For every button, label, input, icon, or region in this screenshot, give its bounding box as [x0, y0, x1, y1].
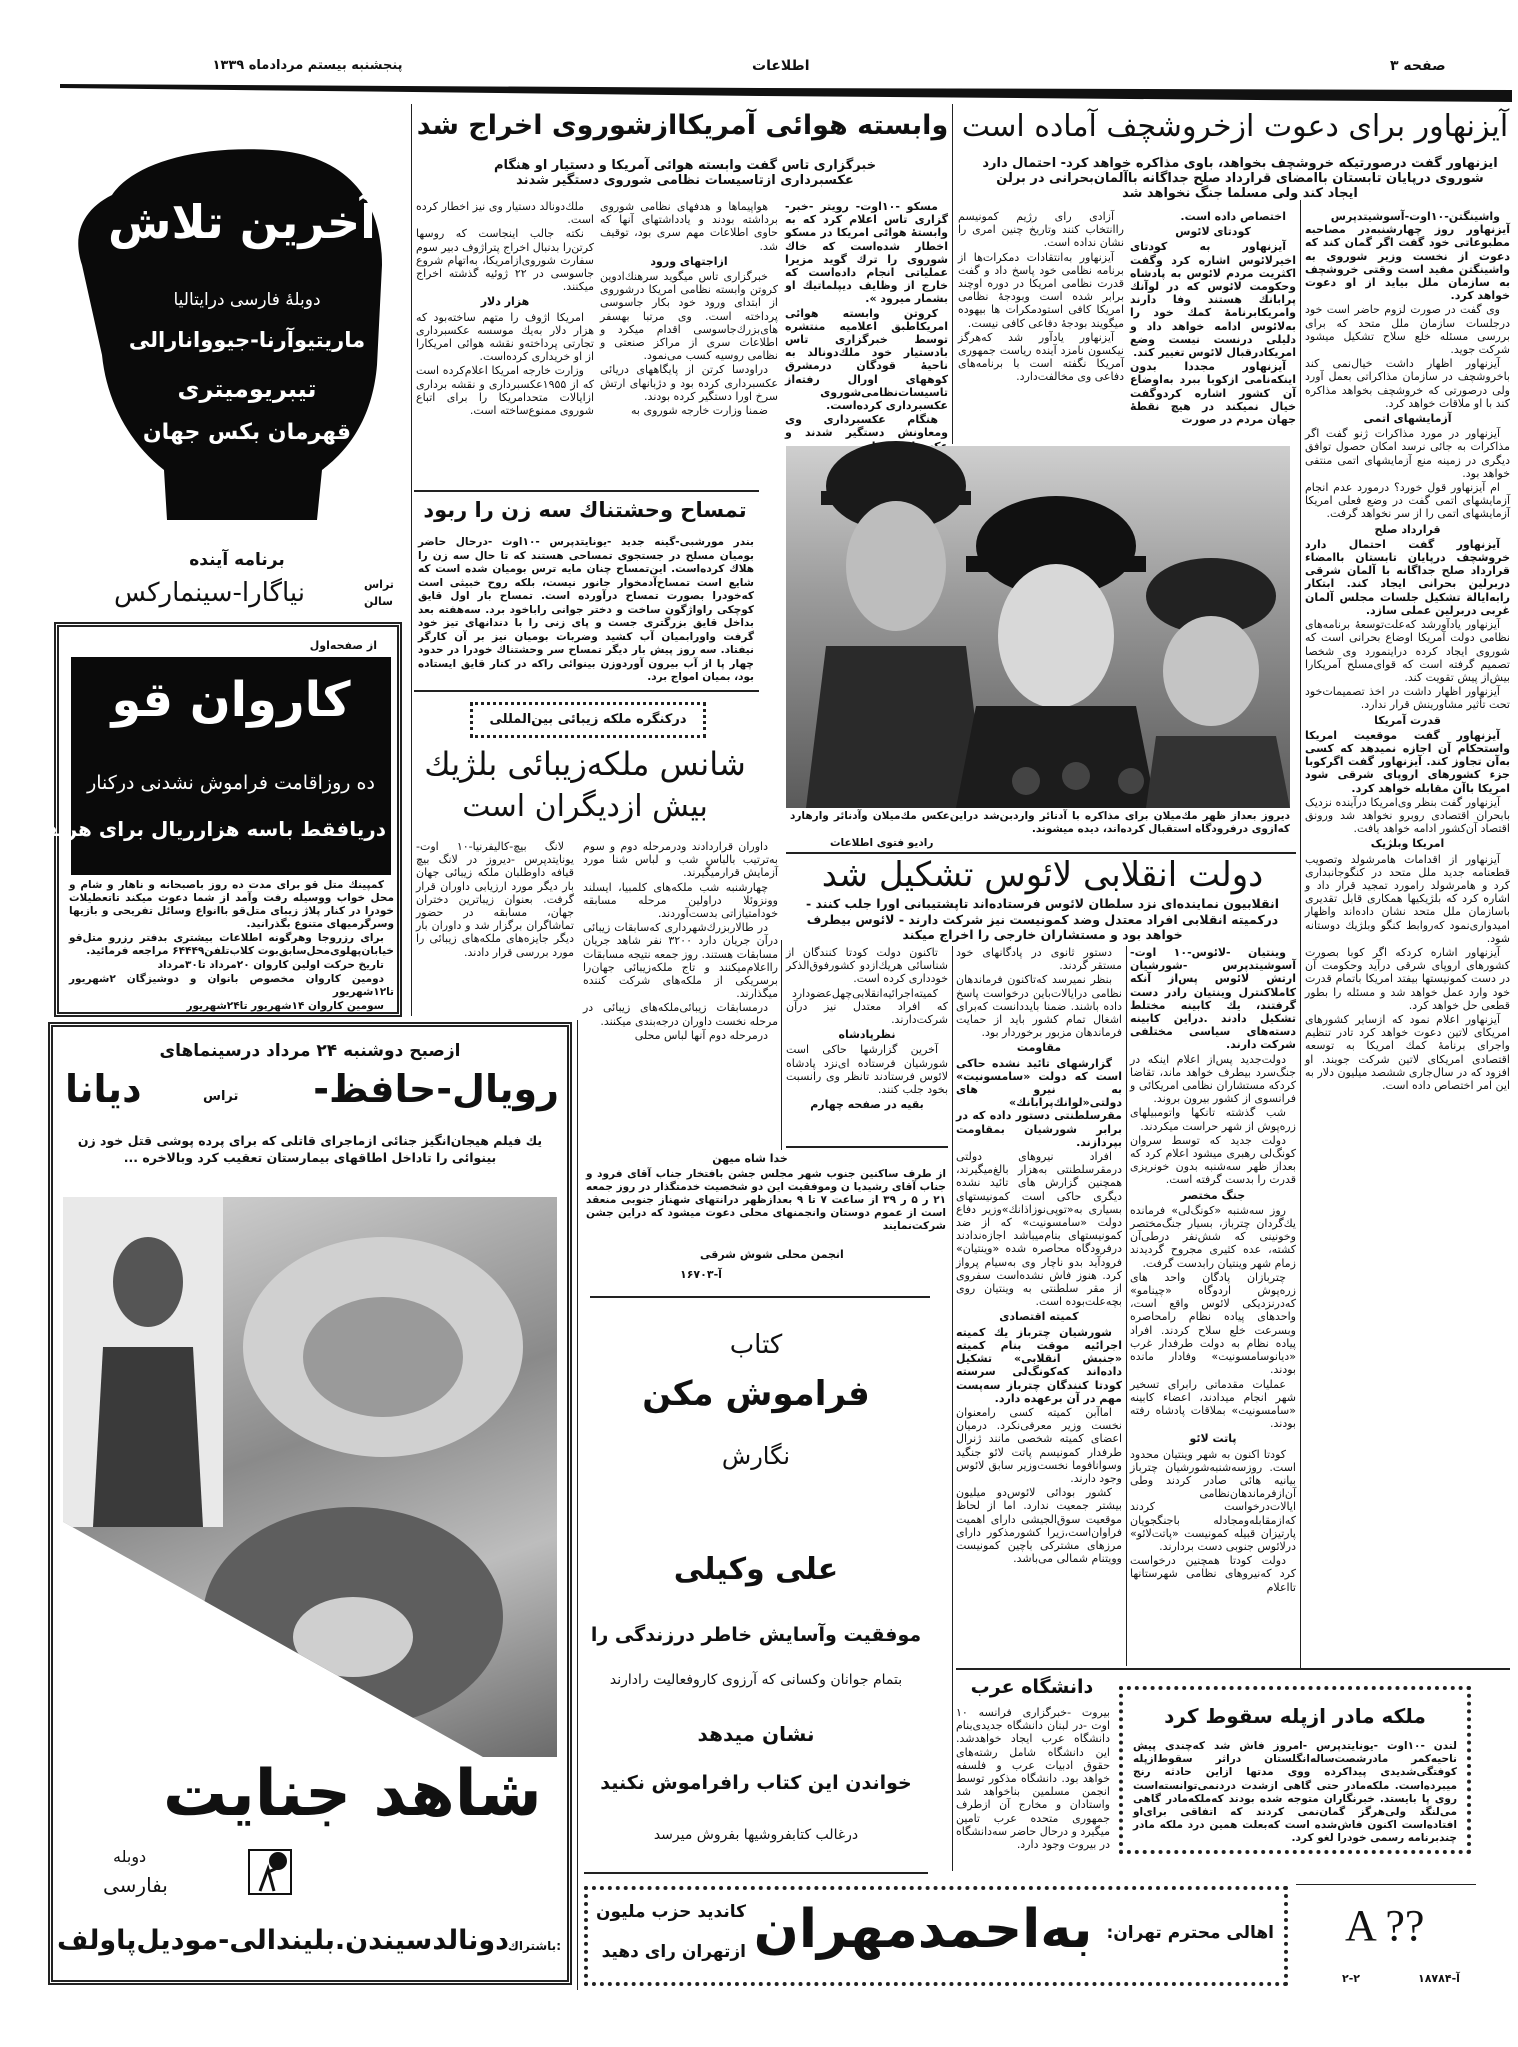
- article-column: [786, 946, 948, 1141]
- section-subhead: هزار دلار: [480, 295, 530, 309]
- ad-terrace: تراس: [203, 1089, 239, 1104]
- book-author: علی وکیلی: [673, 1552, 839, 1587]
- article-column: [416, 840, 574, 1012]
- paragraph: دولت‌جدید پس‌از اعلام اینکه در جنگ‌سرد بیطرف خواهد ماند، تقاضا کردکه مستشاران نظامی امریکائی و فرانسوی از کشور بیرون بروند.: [1130, 1052, 1296, 1106]
- paragraph: عملیات مقدماتی رابرای تسخیر شهر انجام میدادند، اعضاء کابینه «سامسونیت» بملاقات پادشاه رفته بودند.: [1130, 1377, 1296, 1431]
- ad-dubbed: بفارسی: [103, 1873, 168, 1897]
- column-rule: [952, 946, 953, 1871]
- article-headline: دولت انقلابی لائوس تشکیل شد: [821, 855, 1264, 895]
- ad-line: ده روزاقامت فراموش نشدنی درکنار: [87, 772, 375, 794]
- article-divider: [590, 1296, 930, 1298]
- masthead-date: پنجشنبه بیستم مردادماه ۱۳۳۹: [212, 58, 403, 73]
- lead-headline: آیزنهاور برای دعوت ازخروشچف آماده است: [961, 109, 1509, 144]
- paragraph: آیزنهاور مجددا بدون اینکه‌نامی ازکوبا ببرد به‌اوضاع آن کشور اشاره کردوگفت خیال نمیکند در هیچ نقطهٔ جهان مردم در صورت: [1130, 360, 1296, 427]
- photo-people-figures: [786, 446, 1290, 808]
- article-divider: [786, 852, 1296, 854]
- ad-next-program: برنامه آینده: [189, 550, 285, 570]
- paragraph: درمرحله دوم آنها لباس محلی: [634, 1028, 768, 1042]
- ad-paragraph: دومین کاروان مخصوص بانوان و دوشیزگان ۲شهریور تا۱۲شهریور: [69, 973, 394, 998]
- ad-line: دریافقط باسه هزارریال برای هرنفر: [31, 817, 386, 841]
- ad-black-box: [31, 657, 391, 875]
- continued-note: بقیه در صفحه چهارم: [810, 1098, 924, 1112]
- paragraph: کشور بودائی لائوس‌دو میلیون بیشتر جمعیت ندارد. اما از لحاظ موقعیت سوق‌الجیشی دارای اهمیت فراوان‌است،زیرا کشورمذکور دارای مرزهای مشترکی باچین کمونیست وویتنام شمالی می‌باشد.: [956, 1486, 1122, 1566]
- book-by: نگارش: [721, 1442, 791, 1470]
- paragraph: امریکا اژوف را متهم ساخته‌بود که هزار دلار به‌یك موسسه عکسبرداری تجارتی پرداخته‌و نقشه هوائی امریکارا از او خریداری کرده‌است.: [416, 310, 594, 364]
- article-column: [958, 210, 1124, 440]
- cinema-ad: [48, 1022, 572, 1985]
- book-ad-word: کتاب: [729, 1330, 783, 1360]
- paragraph: واشینگتن-۱۰اوت-آسوشیتدپرس آیزنهاور روز چهارشنبه‌در مصاحبه مطبوعاتی خود گفت اگر گمان کند که دعوت از نخست وزیر شوروی به واشینگتن مفید است وقتی خروشچف به سازمان ملل بیاید از او دعوت خواهد کرد.: [1305, 210, 1510, 303]
- article-divider: [414, 690, 759, 692]
- paragraph: ام آیزنهاور قول خورد؟ درمورد عدم انجام آزمایشهای اتمی گفت در وضع فعلی امریکا آزمایشهای اتمی را از سر نخواهد گرفت.: [1305, 481, 1510, 521]
- boxing-glove-shape: [72, 125, 387, 520]
- paragraph: آیزنهاور اظهار داشت در اخذ تصمیمات‌خود تحت تأثیر مشاورینش قرار ندارد.: [1305, 685, 1510, 712]
- ad-line: قهرمان بکس جهان: [142, 420, 352, 445]
- paragraph: دولت جدید که توسط سروان کونگ‌لی رهبری میشود اعلام کرد که بعداز ظهر سه‌شنبه بدون خونریزی قدرت را بدست گرفته است.: [1130, 1133, 1296, 1187]
- ad-venue: نیاگارا-سینمارکس: [114, 578, 305, 608]
- paragraph: آیزنهاور گفت احتمال دارد خروشچف درپایان تابستان باامضاء قرارداد صلح جداگانه با آلمان شرقی دربرلین بحرانی ایجاد کند. ابتکار رابه‌ایالة تشکیل جلسات مجلس آلمان غربی دربرلین عملی سازد.: [1305, 537, 1510, 617]
- notice-title: خدا شاه میهن: [712, 1152, 788, 1165]
- paragraph: کمیته‌اجرائیه‌انقلابی‌چهل‌عضو‌دارد که افراد معتدل نیز درآن شرکت‌دارند.: [786, 986, 948, 1027]
- book-ad-line: نشان میدهد: [697, 1722, 815, 1746]
- paragraph: وینتیان -لائوس-۱۰ اوت-آسوشیتدپرس -شورشیان ارتش لائوس پس‌از آنکه کاملاکنترل وینتیان رادر دست گرفتند، یك کابینه مختلط تشکیل دادند .دراین کابینه دسته‌های سیاسی مختلفی شرکت دارند.: [1130, 946, 1296, 1052]
- queen-mother-box: [1119, 1686, 1471, 1854]
- election-candidate-name: به‌احمدمهران: [753, 1899, 1093, 1960]
- article-headline: دانشگاه عرب: [970, 1676, 1094, 1698]
- ad-code: آ-۱۸۷۸۴: [1418, 1972, 1460, 1985]
- ad-venue-small: تراس: [364, 578, 394, 591]
- book-ad-line: موفقیت وآسایش خاطر درزندگی را: [590, 1624, 922, 1646]
- paragraph: آیزنهاور اشاره کردکه اگر کوبا بصورت کشورهای اروپای شرقی درآید وحکومت آن در دست کمونیستها بیفتد امریکا باتمام قدرت خود وارد عمل خواهد شد و مسئله را بطور قطعی حل خواهد کرد.: [1305, 945, 1510, 1012]
- election-ad-vote: ازتهران رای دهید: [601, 1942, 746, 1962]
- column-rule: [411, 104, 412, 1016]
- paragraph: چهارشنبه شب ملکه‌های کلمبیا، ایسلند وونزوئلا دراولین مرحله مسابقه خودامتیازاتی بدست‌آوردند.: [583, 880, 778, 921]
- paragraph: بنظر نمیرسد که‌تاکنون فرماندهان نظامی درایالات‌باین درخواست پاسخ داده باشند. ضمنا بایددانست که‌برای اشغال تمام کشور باید از حمایت فرماندهان مزبور برخوردار بود.: [956, 973, 1122, 1040]
- article-divider: [584, 1872, 928, 1874]
- book-title: فراموش مکن: [642, 1374, 870, 1414]
- paragraph: آیزنهاور به‌انتقادات دمکرات‌ها از برنامه نظامی خود پاسخ داد و گفت قدرت نظامی امریکا در دوره اوچند برابر شده است وبودجهٔ نظامی امریکا کافی استودمکرات ها بیهوده میگویند بودجهٔ دفاعی کافی نیست.: [958, 250, 1124, 330]
- ad-body: [69, 879, 394, 1011]
- ad-code: ۲-۲: [1342, 1972, 1360, 1985]
- ad-line: دوبلهٔ فارسی درایتالیا: [173, 290, 321, 310]
- paragraph: اختصاص داده است.: [1180, 210, 1286, 223]
- ad-date-line: ازصبح دوشنبه ۲۴ مرداد درسینماهای: [159, 1041, 461, 1061]
- article-column: [785, 200, 948, 440]
- ad-line: تیبریومیتری: [177, 375, 317, 403]
- paragraph: اماآبن کمیته کسی رامعنوان نخست وزیر معرفی‌نکرد. درمیان اعضای کمیته شخصی مانند ژنرال طرفدار کمونیسم پاتت لائو جنگید وسوانافوما نخست‌وزیر سابق لائوس وجود دارند.: [956, 1405, 1122, 1485]
- paragraph: افراد نیروهای دولتی درمقرسلطنتی به‌هزار بالغ‌میگیرند، همچنین گزارش های تائید نشده دیگری حاکی است کمونیستهای بسیاری به«توپی‌نوزاذانك»وزیر دفاع دولت «سامسونیت» که از ضد کمونیستهای بنام‌میباشد اجازه‌ندادند درفرودگاه محاصره شده «وینتیان» فرودآید بدو ناچار وی به‌سیام پرواز کرد. هنوز فاش نشده‌است سفروی از مقر سلطنتی به وینتیان روی بچه‌علت‌بوده است.: [956, 1150, 1122, 1309]
- caravan-ad: [31, 622, 402, 1017]
- notice-code: آ-۱۶۷۰۳: [680, 1268, 722, 1281]
- book-ad-line: درغالب کتابفروشیها بفروش میرسد: [653, 1827, 859, 1843]
- section-subhead: جنگ مختصر: [1180, 1188, 1246, 1202]
- notice-body: از طرف ساکنین جنوب شهر مجلس جشن بافتخار جناب آقای فرود و جناب آقای رشیدیا ن وموفقیت این دو شخصیت خدمتگذار در روز جمعه ۲۱ ر ۵ ر ۳۹ از ساعت ۷ تا ۹ بعدازظهر درانتهای شهناز جنوبی منعقد است از عموم دوستان وانجمنهای محلی دعوت میشود که دراین جشن شرکت‌نمایند: [586, 1168, 947, 1232]
- article-column: [1305, 210, 1510, 1666]
- book-ad: [584, 1302, 928, 1868]
- column-rule: [577, 1020, 578, 1990]
- article-divider: [1296, 1884, 1476, 1885]
- election-ad-party: کاندید حزب ملیون: [596, 1902, 746, 1922]
- paragraph: خبرگزاری تاس میگوید سرهنك‌ادوین کروتن وابسته نظامی امریکا درشوروی از ابتدای ورود خود بکار جاسوسی پرداخته است. وی مرتبا بهسفر های‌بزرك‌جاسوسی اقدام میکرد و اطلاعات سری از مراکز صنعتی و نظامی روسیه کسب می‌نمود.: [600, 270, 778, 363]
- paragraph: چتربازان پادگان واحد های زره‌پوش اردوگاه «چینامو» که‌درنزدیکی لائوس واقع است، واحدهای پیاده نظام رامحاصره وبسرعت خلع سلاح کردند. افراد پیاده نظام به دولت طرفدار غرب «دیانوسامسونیت» وفادار مانده بودند.: [1130, 1270, 1296, 1377]
- ad-title: آخرین تلاش: [108, 195, 376, 249]
- paragraph: هنگام عکسبرداری وی ومعاونش دستگیر شدند و: [785, 413, 948, 440]
- paragraph: داوران قراردادند ودرمرحله دوم و سوم به‌ترتیب بالباس شب و لباس شنا مورد آزمایش قرارمیگیرند.: [583, 840, 778, 880]
- ad-paragraph: کمپینك متل قو برای مدت ده روز باصبحانه و ناهار و شام و محل خواب ووسیله رفت وآمد از شما دعوت میکند تاتعطیلات خودرا در کنار پلاژ زیبای متل‌قو باانواع وسائل تفریحی و بازیها وسرگرمیهای متنوع بگذرانید.: [69, 879, 394, 930]
- article-headline: تمساح وحشتناك سه زن را ربود: [423, 498, 747, 522]
- paragraph: دراودسا کرتن از پایگاههای دریائی عکسبرداری کرده بود و دژبانهای ارتش سرخ اورا دستگیر کرده بودند.: [600, 363, 778, 403]
- column-rule: [1300, 200, 1301, 1670]
- ad-film-title: شاهد جنایت: [163, 1757, 542, 1831]
- paragraph: گزارشهای تائید نشده حاکی است که دولت «سامسونیت» به نیرو های دولتی«لوانك‌پرابانك» مقرسلطنتی دستور داده که در برابر شورشیان بمقاومت بپردازند.: [956, 1056, 1122, 1149]
- paragraph: کروتن وابسته هوائی امریکاطبق اعلامیه منتشره توسط خبرگزاری تاس بادستیار خود ملك‌دونالد به ناحیهٔ قودگان درمشرق کوههای اورال رفته‌از تاسیسات‌نظامی‌شوروی عکسبرداری کرده‌است.: [785, 306, 948, 413]
- section-subhead: آزمایشهای اتمی: [1363, 412, 1452, 426]
- paragraph: آیزنهاور در مورد مذاکرات ژنو گفت اگر مذاکرات به جائی نرسد امکان حصول توافق دیگری در زمینه منع آزمایشهای اتمی منتفی خواهد بود.: [1305, 427, 1510, 480]
- column-rule: [952, 104, 953, 444]
- boxing-film-ad: [52, 100, 402, 615]
- beauty-section-label: درکنگره ملکه زیبائی بین‌المللی: [470, 702, 706, 738]
- article-headline: وابسته هوائی آمریکاازشوروی اخراج شد: [416, 110, 949, 141]
- paragraph: دستور ثانوی در پادگانهای خود مستقر گردند.: [956, 946, 1122, 973]
- article-headline: ملکه مادر ازپله سقوط کرد: [1164, 1704, 1426, 1728]
- paragraph: دولت کودتا همچنین درخواست کرد که‌نیروهای نظامی شهرستانها تااعلام: [1130, 1554, 1296, 1594]
- ad-title: کاروان قو: [111, 672, 351, 728]
- paragraph: نکته جالب اینجاست که روسها کرتن‌را بدنبال اخراج پتراژوف دبیر سوم سفارت شوروی‌ازامریکا، به‌اتهام شروع جاسوسی در ۲۲ ژوئیه گذشته اخراج میکنند.: [416, 227, 595, 294]
- paragraph: مسکو -۱۰اوت- رویتر -خبر- گزاری تاس اعلام کرد که به وابستهٔ هوائی امریکا در مسکو اخطار شده‌است که خاك شوروی را ترك گوید مزیرا عملیاتی انجام داده‌است که خارج از وظایف دیپلماتیك او بشمار میرود ».: [785, 200, 948, 306]
- article-column: [583, 840, 778, 1140]
- ad-paragraph: سومین کاروان ۱۴شهریور تا۲۴شهریور: [186, 1000, 384, 1012]
- section-subhead: کودتای لائوس: [1175, 225, 1251, 239]
- section-subhead: کمیته اقتصادی: [999, 1310, 1079, 1324]
- paragraph: تاکنون دولت کودتا کنندگان از شناسائی هریك‌ازدو کشورفوق‌الذکر خودداری کرده است.: [786, 946, 948, 986]
- column-rule: [781, 940, 782, 1150]
- section-subhead: قرارداد صلح: [1374, 522, 1441, 536]
- corner-mark: A ??: [1345, 1901, 1425, 1950]
- paragraph: آیزنهاور از اقدامات هامرشولد وتصویب قطعنامه جدید ملل متحد در کنگوجانبداری کرد و هامرشولد رامورد تمجید قرار داد و اشاره کرد که بلژیکیها همکاری قابل تقدیری باسازمان ملل متحد نشان داده‌اند واظهار امیدواری‌نمود که‌روابط کنگو وبلژیك دوستانه شود.: [1305, 852, 1510, 945]
- paragraph: شورشیان چترباز یك کمیته اجرائیه موقت بنام کمیته «جنبش انقلابی» تشکیل داده‌اند که‌کونگ‌لی سرسته کودتا کنندگان چترباز سه‌پست مهم در آن برعهده دارد.: [956, 1325, 1122, 1405]
- masthead-page-number: صفحه ۳: [1390, 58, 1446, 74]
- article-subhead: خبرگزاری تاس گفت وابسته هوائی آمریکا و دستیار او هنگام عکسبرداری ازتاسیسات نظامی شوروی دستگیر شدند: [493, 158, 877, 188]
- election-ad: [584, 1886, 1288, 1986]
- ad-dubbed: دوبله: [113, 1847, 147, 1866]
- column-rule: [1126, 946, 1127, 1666]
- photo-credit: رادیو فتوی اطلاعات: [830, 837, 934, 849]
- logo-figure-icon: [250, 1851, 290, 1893]
- ad-continued-note: از صفحه‌اول: [309, 639, 377, 652]
- ad-description: یك فیلم هیجان‌انگیز جنائی ازماجرای قاتلی که برای پرده پوشی قتل خود زن بینوائی را تاداخل اطاقهای بیمارستان تعقیب کرد وبالاخره ...: [77, 1133, 543, 1165]
- lead-subhead: ایزنهاور گفت درصورتیکه خروشچف بخواهد، باوی مذاکره خواهد کرد- احتمال دارد شوروی درپایان تابستان باامضای قرارداد صلح جداگانه باآلمان‌بحرانی در برلن ایجاد کند ولی مسلما جنگ نخواهد شد: [982, 156, 1498, 201]
- article-subhead: انقلابیون نماینده‌ای نزد سلطان لائوس فرستاده‌اند تاپشتیبانی اورا جلب کنند - درکمیته انقلابی افراد معتدل وضد کمونیست نیز شرکت دارند - لائوس بیطرف خواهد بود و مستشاران خارجی را اخراج میکند: [805, 896, 1280, 942]
- book-ad-line: بتمام جوانان وکسانی که آرزوی کاروفعالیت رادارند: [609, 1672, 903, 1688]
- article-headline: شانس ملکه‌زیبائی بلژیك: [424, 745, 746, 783]
- paragraph: روز سه‌شنبه «کونگ‌لی» فرمانده یك‌گردان چترباز، بسیار جنگ‌مختصر وخونینی که شش‌نفر درطی‌آن کشته، عده کثیری مجروح گردیدند زمام شهر وینتیان رابدست گرفت.: [1130, 1203, 1296, 1270]
- paragraph: شب گذشته تانکها واتومبیلهای زره‌پوش از شهر حراست میکردند.: [1130, 1106, 1296, 1133]
- notice-signature: انجمن محلی شوش شرقی: [700, 1248, 844, 1261]
- ad-cinema-names: رویال-حافظ-: [313, 1067, 559, 1111]
- article-headline: بیش ازدیگران است: [462, 789, 708, 824]
- article-column: [600, 200, 778, 485]
- film-still-photo: [63, 1197, 557, 1757]
- paragraph: آیزنهاور گفت موقعیت امریکا واستحکام آن اجازه نمیدهد که کسی به‌آن تجاوز کند. آیزنهاور گفت اگرکوبا جزء کشورهای اروپای شرقی شود امریکا باآن مقابله خواهد کرد.: [1305, 728, 1510, 795]
- film-still-figures: [63, 1197, 557, 1757]
- article-body: بیروت -خبرگزاری فرانسه ۱۰ اوت -در لبنان دانشگاه جدیدی‌بنام دانشگاه عرب ایجاد خواهدشد. این دانشگاه شامل رشته‌های حقوق ادبیات عرب و فلسفه خواهد بود. دانشگاه مذکور توسط انجمن مسلمین بناخواهد شد واستادان و مخارج آن ازطرف جمهوری متحده عرب تامین میگیرد و درحال حاضر سه‌دانشگاه در بیروت وجود دارد.: [956, 1706, 1110, 1852]
- article-divider: [786, 1146, 948, 1148]
- ad-line: ماریتیوآرنا-جیووانارالی: [128, 328, 366, 352]
- paragraph: لانگ بیچ-کالیفرنیا-۱۰ اوت- یونایتدپرس -دیروز در لانگ بیچ قیافه داوطلبان ملکه زیبائی جهان بار دیگر مورد ارزیابی داوران قرار گرفت. بعنوان زیباترین دختران جهان، مسابقه در حضور تماشاگران برگزار شد و داوران بار دیگر جایزه‌های ملکه‌های زیبائی را مورد بررسی قرار دادند.: [416, 840, 574, 959]
- article-body: لندن -۱۰اوت -یونایتدپرس -امروز فاش شد که‌چندی پیش ناحیه‌کمر مادرشصت‌ساله‌انگلستان دراثر سقوط‌ازپله کوفتگی‌شدیدی پیداکرده ووی مدتها ازاین حادثه رنج میبرده‌است. ملکه‌مادر حتی گاهی ازشدت دردنمی‌توانسته‌است روی پا بایستد. خبرنگاران متوجه شده بودند که‌ملکه‌مادر گاهی می‌لنگد ولی‌هرگز گمان‌نمی کردند که اتفاقی برای‌او افتاده‌است اکنون فاش‌شده است که‌بعلت همین درد ملکه مادر چندبرنامه رسمی خودرا لغو کرد.: [1133, 1740, 1457, 1845]
- paragraph: هواپیماها و هدفهای نظامی شوروی برداشته بودند و یادداشتهای آنها که حاوی اطلاعات مهم سری بود، توقیف شد.: [600, 200, 778, 253]
- paragraph: آیزنهاور یادآورشد که‌علت‌توسعهٔ برنامه‌های نظامی دولت آمریکا اوضاع بحرانی است که شوروی ایجاد کرده دراینمورد وی شخصا تصمیم گرفته است که قوای‌مسلح آمریکارا بیش‌از پیش تقویت کند.: [1305, 618, 1510, 684]
- masthead-paper-name: اطلاعات: [752, 58, 810, 74]
- section-subhead: نظرپادشاه: [838, 1028, 896, 1042]
- paragraph: آزادی رای رژیم کمونیسم راانتخاب کنند وتاریخ چنین امری را نشان نداده است.: [958, 210, 1124, 250]
- ad-venue-small: سالن: [364, 595, 393, 608]
- section-subhead: ازاجتهای ورود: [650, 254, 728, 268]
- article-column: [956, 946, 1122, 1666]
- paragraph: آیزنهاور گفت بنظر وی‌امریکا درآینده نزدیک بابحران اقتصادی روبرو نخواهد شد ورونق اقتصاد آن‌کشور ادامه خواهد یافت.: [1305, 795, 1510, 836]
- paragraph: آیزنهاور به کودتای اخیرلائوس اشاره کرد وگفت اکثریت مردم لائوس به پادشاه وحکومت لائوس که در لوآنك پرابانك هستند وفا دارند وامریکابرنامهٔ کمك خود را به‌لائوس ادامه خواهد داد و دلیلی درنست نیست وضع امریکادرقبال لائوس تغییر کند.: [1130, 240, 1296, 360]
- paragraph: آیزنهاور اعلام نمود که ازسایر کشورهای امریکای لاتین دعوت خواهد کرد تادر تنظیم واجرای برنامهٔ کمك امریکا به توسعه اقتصادی امریکای لاتین شرکت جویند. او افزود که در سال‌جاری ششصد میلیون دلار به این امر اختصاص داده است.: [1305, 1012, 1510, 1092]
- paragraph: در طالاربزرك‌شهرداری که‌سابقات زیبائی درآن جریان دارد ۳۲۰۰ نفر شاهد جریان مسابقات هستند. روز جمعه نتیجه مسابقات رااعلام‌میکنند و تاج ملکه‌زیبائی جهان‌را برسریکی از ملکه‌های شرکت کننده میگذارند.: [583, 921, 778, 1001]
- article-column: [1130, 210, 1296, 440]
- ad-cinema-diana: دیانا: [65, 1067, 142, 1111]
- paragraph: آخرین گزارشها حاکی است شورشیان فرستاده ای‌نزد پادشاه لائوس فرستادند تانظر وی رانسبت بخود جلب کنند.: [786, 1043, 948, 1097]
- paragraph: درمسابقات زیبائی‌ملکه‌های زیبائی در مرحله نخست داوران درجه‌بندی میکنند.: [583, 1001, 778, 1028]
- paragraph: آیزنهاور یادآور شد که‌هرگز نیکسون نامزد آینده ریاست جمهوری آمریکا نگفته است با برنامه‌های دفاعی وی مخالفت‌دارد.: [958, 330, 1124, 384]
- section-subhead: قدرت آمریکا: [1374, 713, 1441, 727]
- paragraph: ضمنا وزارت خارجه شوروی به: [631, 404, 768, 418]
- paragraph: وی گفت در صورت لزوم حاضر است خود درجلسات سازمان ملل متحد که برای بررسی مسئله خلع سلاح تشکیل میشود شرکت جوید.: [1305, 303, 1510, 357]
- article-divider: [414, 490, 759, 492]
- ad-paragraph: تاریخ حرکت اولین کاروان ۲۰مرداد تا۳۰مرداد: [157, 959, 384, 971]
- paragraph: ملك‌دونالد دستیار وی نیز اخطار کرده است.: [416, 200, 594, 227]
- election-ad-right: اهالی محترم تهران:: [1106, 1923, 1274, 1943]
- ad-cast: دونالدسیندن.بلیندالی-مودیل‌پاولف: [57, 1925, 509, 1956]
- paragraph: وزارت خارجه امریکا اعلام‌کرده است که از ۱۹۵۵عکسبرداری و نقشه برداری ازایالات متحدامریکا را برای اتباع شوروی ممنوع‌ساخته است.: [416, 364, 594, 418]
- ad-paragraph: برای رزروجا وهرگونه اطلاعات بیشتری بدفتر رزرو متل‌قو خیابان‌پهلوی‌محل‌سابق‌بوت کلاب‌تلفن۶۴۴۴۹ مراجعه فرمائید.: [69, 932, 394, 957]
- article-body: بندر مورشبی-گینه جدید -یونایتدپرس -۱۰اوت -درحال حاضر بومیان مسلح در جستجوی تمساحی هستند که تا حال سه زن را هلاك کرده‌است. این‌تمساح چنان مایه ترس بومیان شده است که شایع است تمساح‌آدمخوار جانور نیست، بلکه روح خبیثی است که‌خودرا بصورت تمساح درآورده است. تمساح بار اول قایق کوچکی راواژگون ساخت و دختر جوانی رابا‌خود برد. سه‌هفته بعد بداخل قایق بزرگتری جست و پای زنی را با دندانهای تیز خود گرفت واورابمیان آب کشید وضربات بومیان نیز بر آن کارگر نیفتاد. سه روز پیش بار دیگر تمساح سر وحشتناك خودرا در حدود چهار پا از آب بیرون آوردوزن بینوائی راکه در کنار قایق ایستاده بود، بمیان امواج برد.: [418, 536, 754, 683]
- paragraph: کودتا اکنون به شهر وینتیان محدود است. روزسه‌شنبه‌شورشیان چترباز بیانیه هائی صادر کردند وطی آن‌ازفرماندهان‌نظامی ایالات‌درخواست کردند که‌ازمقابله‌ومجادله باجنگجویان پارتیزان قبیله کمونیست «پاتت‌لائو» درلائوس جنوبی دست بردارند.: [1130, 1447, 1296, 1553]
- section-subhead: مقاومت: [1016, 1041, 1062, 1055]
- section-subhead: امریکا وبلژیک: [1370, 837, 1445, 851]
- article-column: [1130, 946, 1296, 1666]
- article-divider: [956, 1668, 1510, 1670]
- book-ad-line: خواندن این کتاب رافراموش نکنید: [600, 1772, 912, 1794]
- photo-caption: دیروز بعداز ظهر مك‌میلان برای مذاکره با آدنائر واردبن‌شد دراین‌عکس مك‌میلان وآدنائر وارهارد که‌ازوی درفرودگاه استقبال کرده‌اند، دیده میشوند.: [790, 810, 1290, 835]
- paragraph: آیزنهاور اظهار داشت خیال‌نمی کند باخروشچف در سازمان مذاکراتی بعمل آورد ولی درصورتی که خروشچف بخواهد مذاکره کند با او ملاقات خواهد کرد.: [1305, 357, 1510, 410]
- film-company-logo: [248, 1849, 292, 1895]
- ad-cast-label: باشتراك:: [507, 1939, 561, 1953]
- section-subhead: پاتت لائو: [1189, 1432, 1237, 1446]
- news-photo: [786, 446, 1290, 808]
- article-column: [416, 200, 594, 485]
